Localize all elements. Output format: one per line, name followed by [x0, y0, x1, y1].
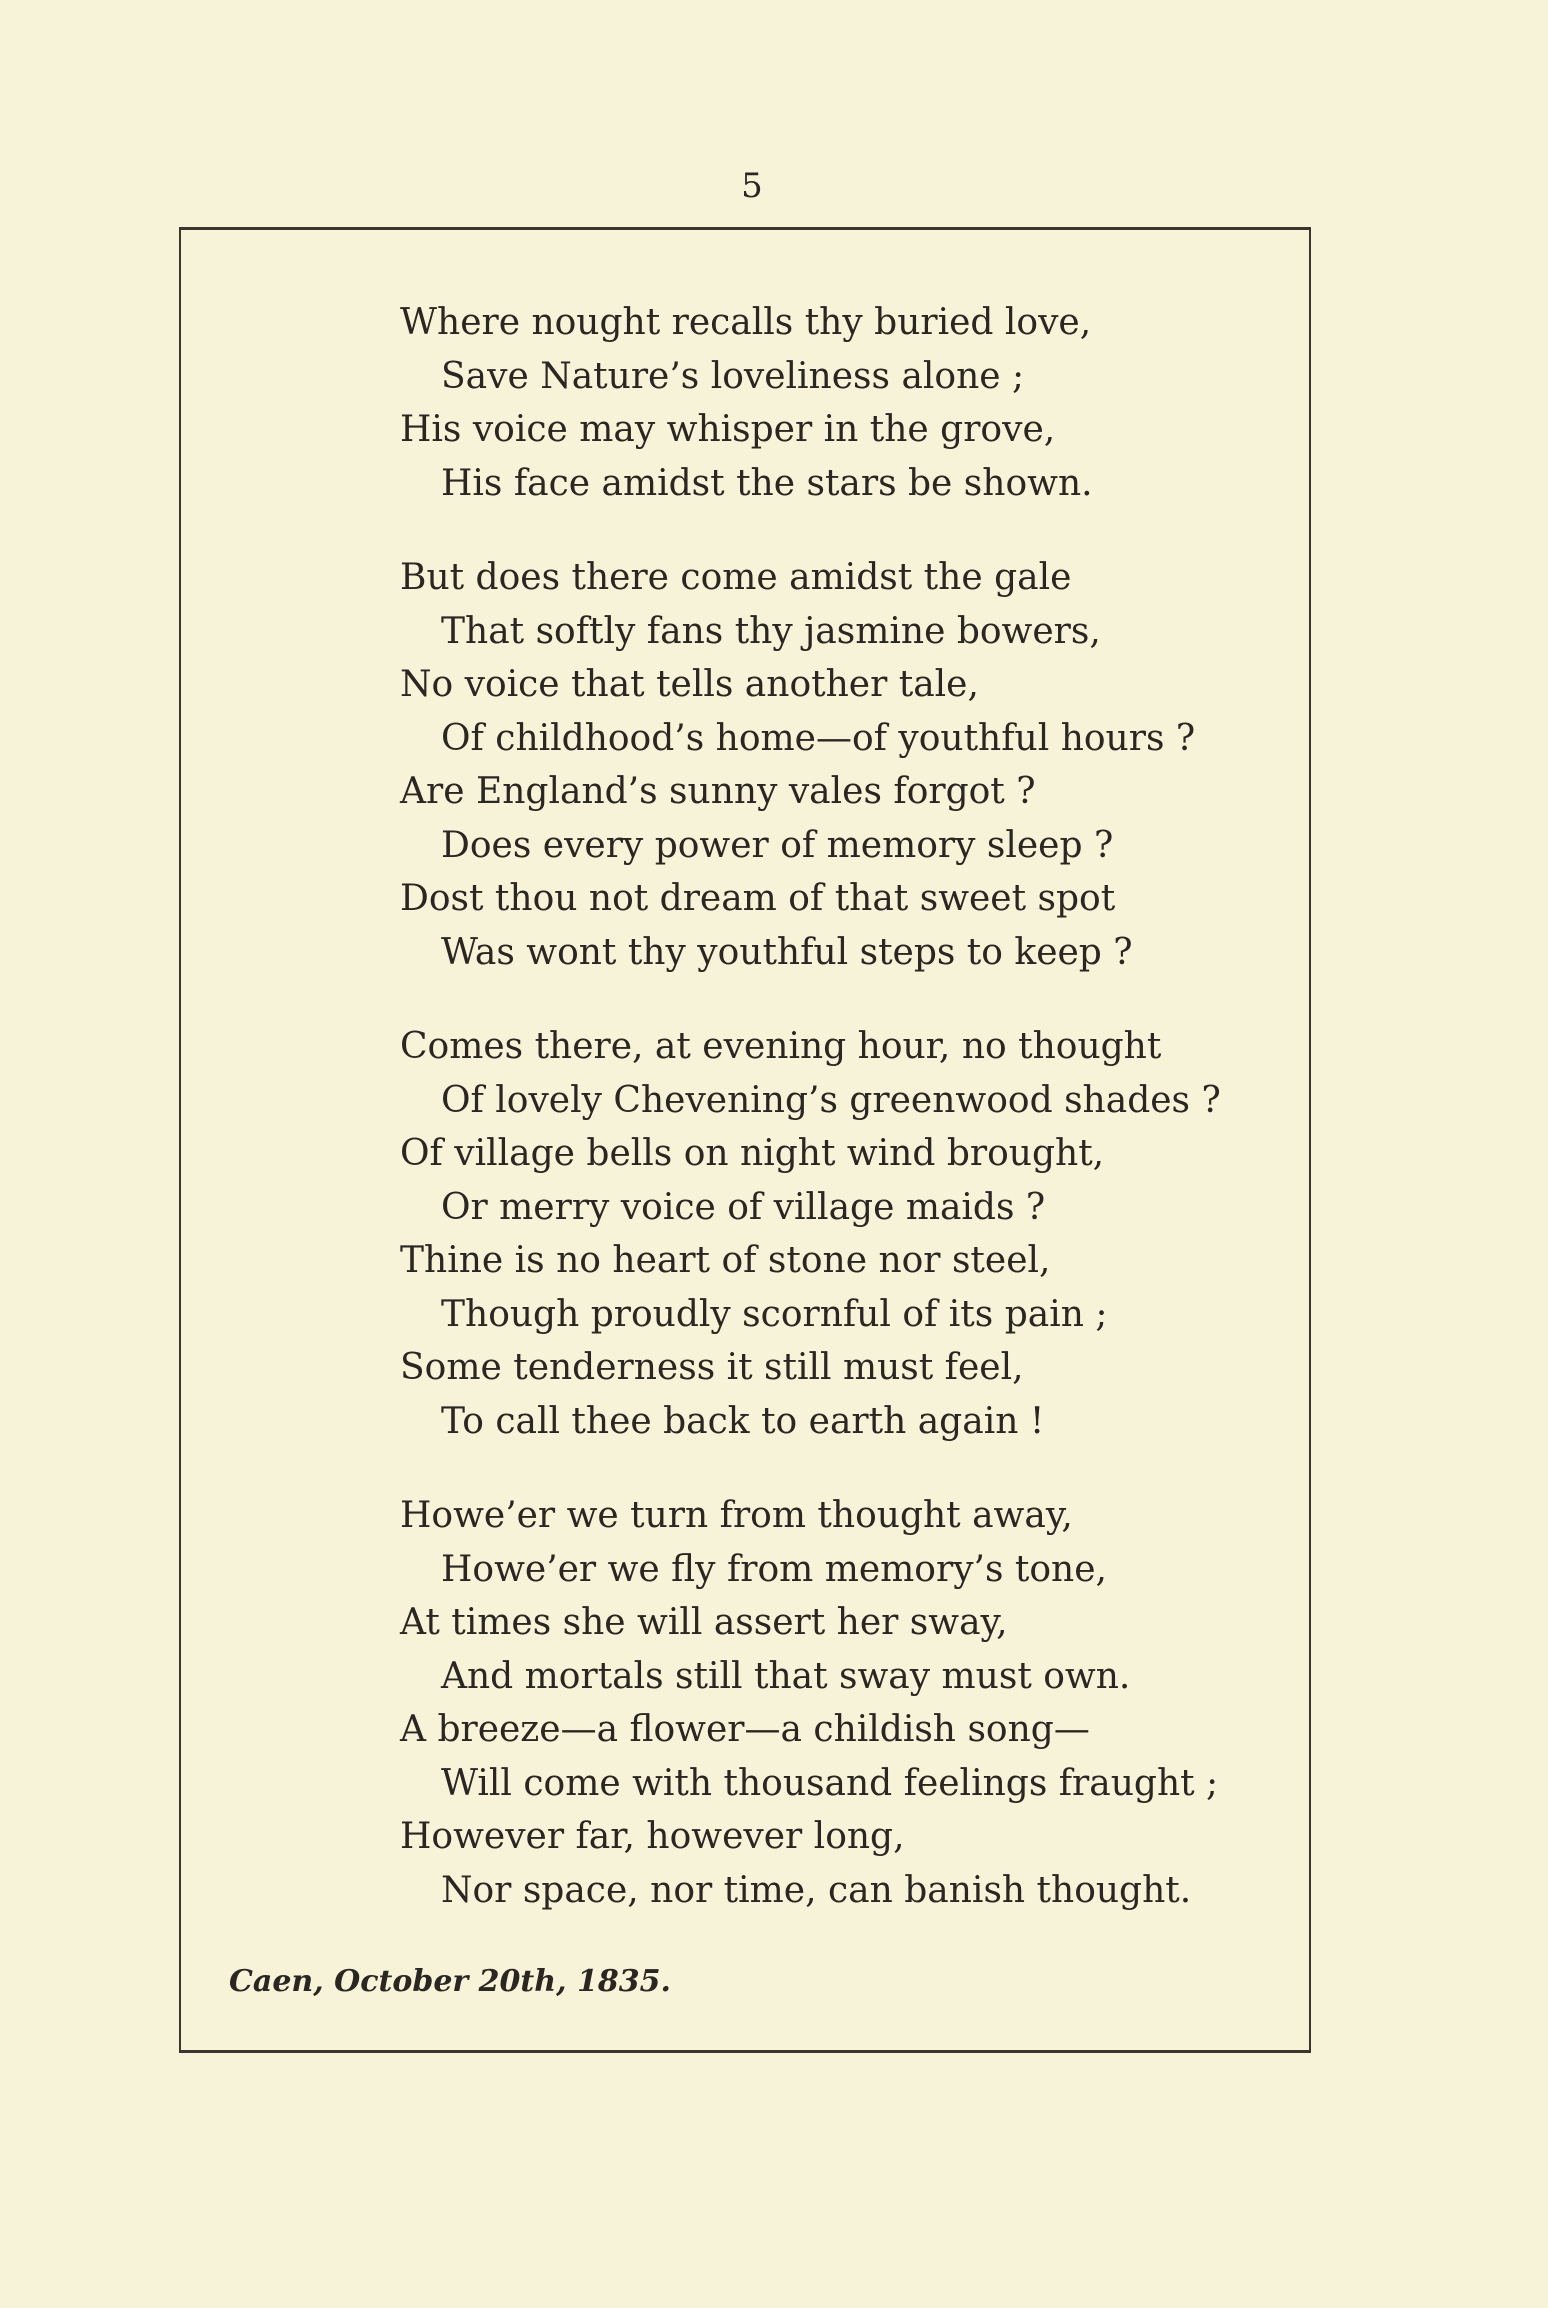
dateline: Caen, October 20th, 1835. [229, 1964, 671, 1999]
poem-line: Or merry voice of village maids ? [441, 1186, 1046, 1228]
poem-line: A breeze—a flower—a childish song— [400, 1709, 1090, 1750]
poem-line: Howe’er we fly from memory’s tone, [441, 1548, 1107, 1590]
poem-line: His face amidst the stars be shown. [441, 462, 1093, 504]
stanza-1 [400, 296, 1221, 510]
poem-line: At times she will assert her sway, [400, 1602, 1008, 1643]
poem-line: Thine is no heart of stone nor steel, [400, 1240, 1051, 1281]
poem-line: Howe’er we turn from thought away, [400, 1495, 1073, 1536]
stanza-3 [400, 1020, 1221, 1448]
poem-line: That softly fans thy jasmine bowers, [441, 610, 1101, 652]
poem-line: Dost thou not dream of that sweet spot [400, 878, 1116, 919]
page-number: 5 [741, 166, 763, 206]
stanza-4 [400, 1489, 1221, 1917]
poem-line: No voice that tells another tale, [400, 664, 979, 705]
poem-line: Of childhood’s home—of youthful hours ? [441, 717, 1196, 759]
poem-line: Comes there, at evening hour, no thought [400, 1026, 1162, 1067]
poem-line: Was wont thy youthful steps to keep ? [441, 931, 1133, 973]
poem-line: To call thee back to earth again ! [441, 1400, 1045, 1442]
poem-line: Does every power of memory sleep ? [441, 824, 1114, 866]
poem-line: Of village bells on night wind brought, [400, 1133, 1105, 1174]
poem-line: Though proudly scornful of its pain ; [441, 1293, 1108, 1335]
poem-line: But does there come amidst the gale [400, 557, 1072, 598]
poem-line: However far, however long, [400, 1816, 905, 1857]
poem-line: Are England’s sunny vales forgot ? [400, 771, 1036, 812]
poem-body [400, 296, 1221, 1958]
poem-line: Where nought recalls thy buried love, [400, 302, 1092, 343]
stanza-2 [400, 551, 1221, 979]
poem-line: Of lovely Chevening’s greenwood shades ? [441, 1079, 1221, 1121]
poem-line: Save Nature’s loveliness alone ; [441, 355, 1025, 397]
poem-line: And mortals still that sway must own. [441, 1655, 1131, 1697]
poem-line: Some tenderness it still must feel, [400, 1347, 1024, 1388]
poem-line: Nor space, nor time, can banish thought. [441, 1869, 1192, 1911]
poem-line: His voice may whisper in the grove, [400, 409, 1056, 450]
poem-line: Will come with thousand feelings fraught ; [441, 1762, 1219, 1804]
